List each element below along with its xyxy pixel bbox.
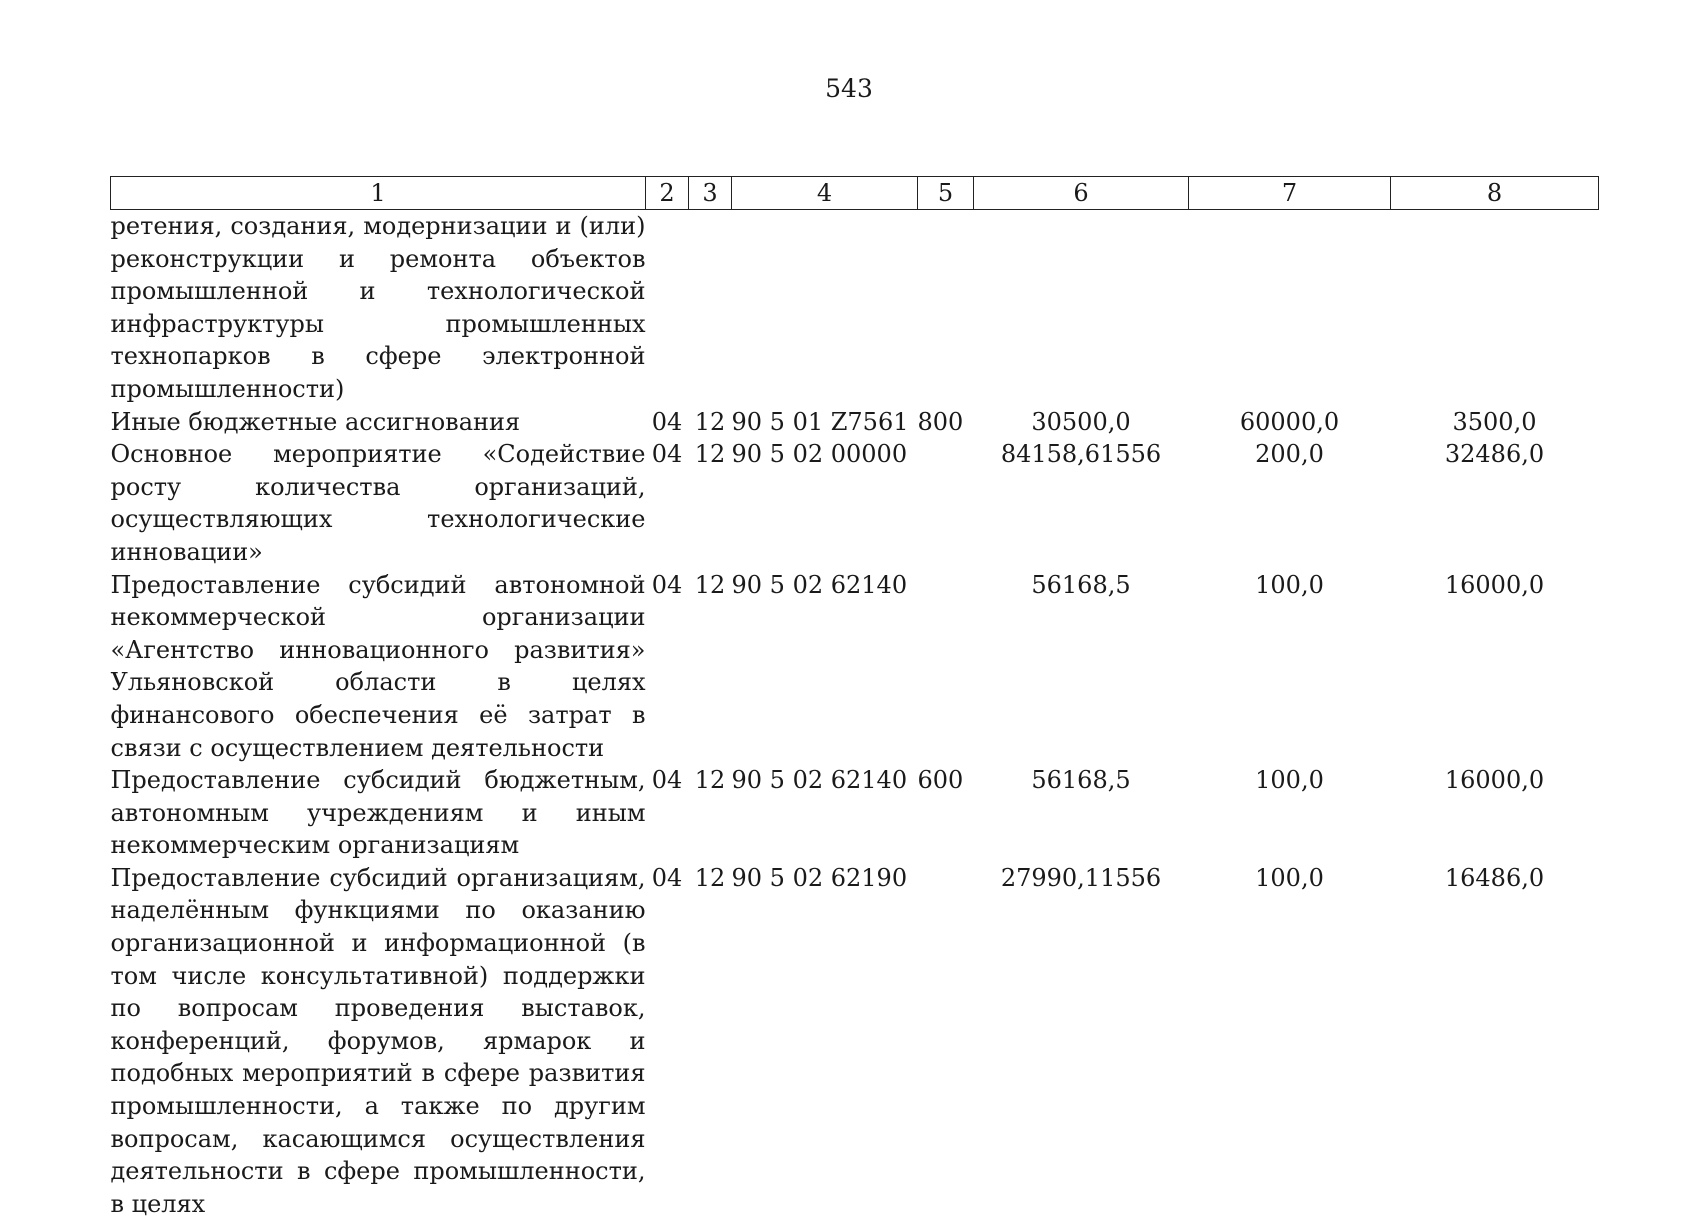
cell-amount-8: 16000,0: [1444, 570, 1545, 599]
cell-amount-6: 27990,11556: [1000, 863, 1162, 892]
cell-amount-7: 200,0: [1255, 440, 1324, 469]
table-header-row: [111, 177, 1599, 210]
cell-target-code: 90 5 02 62140: [731, 766, 908, 795]
cell-amount-8: 32486,0: [1444, 440, 1545, 469]
column-header: 6: [974, 177, 1189, 210]
table-row: [111, 406, 1599, 439]
cell-target-code: 90 5 02 62140: [731, 570, 908, 599]
budget-table: [110, 176, 1599, 1220]
row-name: Иные бюджетные ассигнования: [110, 407, 521, 436]
cell-amount-7: [1189, 210, 1391, 406]
page-number: 543: [825, 74, 873, 103]
cell-expense-type: [918, 210, 974, 406]
cell-section: 04: [651, 863, 683, 892]
cell-expense-type: [918, 569, 974, 765]
cell-section: 04: [651, 407, 683, 436]
cell-section: 04: [651, 440, 683, 469]
cell-target-code: 90 5 02 62190: [731, 863, 908, 892]
cell-expense-type: [918, 862, 974, 1220]
cell-amount-7: 60000,0: [1239, 407, 1340, 436]
row-name: Предоставление субсидий автономной некоммерческой организации «Агентство инновационного развития» Ульяновской области в целях финансового обеспечения её затрат в связи с осуществлением деятельности: [110, 570, 646, 762]
cell-target-code: [732, 210, 918, 406]
row-name: Предоставление субсидий организациям, наделённым функциями по оказанию организационной и информационной (в том числе консультативной) поддержки по вопросам проведения выставок, конференций, форумов, ярмарок и подобных мероприятий в сфере развития промышленности, а также по другим вопросам, касающимся осуществления деятельности в сфере промышленности, в целях: [110, 863, 646, 1218]
cell-subsection: 12: [694, 863, 726, 892]
cell-amount-8: 16000,0: [1444, 766, 1545, 795]
column-header: 5: [918, 177, 974, 210]
cell-amount-7: 100,0: [1255, 570, 1324, 599]
column-header: 1: [111, 177, 646, 210]
cell-expense-type: 800: [917, 407, 964, 436]
column-header: 8: [1391, 177, 1599, 210]
cell-target-code: 90 5 02 00000: [731, 440, 908, 469]
cell-amount-7: 100,0: [1255, 863, 1324, 892]
cell-subsection: 12: [694, 440, 726, 469]
cell-subsection: [689, 210, 732, 406]
cell-subsection: 12: [694, 570, 726, 599]
cell-target-code: 90 5 01 Z7561: [731, 407, 909, 436]
cell-amount-6: 56168,5: [1031, 570, 1131, 599]
table-row: [111, 862, 1599, 1220]
table-row: [111, 764, 1599, 862]
column-header: 3: [689, 177, 732, 210]
cell-section: [646, 210, 689, 406]
row-name: Основное мероприятие «Содействие росту количества организаций, осуществляющих технологические инновации»: [110, 440, 646, 566]
cell-expense-type: [918, 438, 974, 568]
table-row: [111, 210, 1599, 406]
cell-subsection: 12: [694, 407, 726, 436]
cell-amount-6: 56168,5: [1031, 766, 1131, 795]
cell-amount-8: 16486,0: [1444, 863, 1545, 892]
table-row: [111, 438, 1599, 568]
cell-amount-7: 100,0: [1255, 766, 1324, 795]
column-header: 2: [646, 177, 689, 210]
table-row: [111, 569, 1599, 765]
cell-section: 04: [651, 570, 683, 599]
cell-expense-type: 600: [917, 766, 964, 795]
column-header: 7: [1189, 177, 1391, 210]
cell-subsection: 12: [694, 766, 726, 795]
row-name: Предоставление субсидий бюджетным, автономным учреждениям и иным некоммерческим организациям: [110, 766, 646, 860]
cell-amount-6: [974, 210, 1189, 406]
row-name: ретения, создания, модернизации и (или) реконструкции и ремонта объектов промышленной и технологической инфраструктуры промышленных технопарков в сфере электронной промышленности): [110, 212, 646, 403]
cell-amount-6: 84158,61556: [1000, 440, 1162, 469]
cell-amount-6: 30500,0: [1031, 407, 1131, 436]
cell-amount-8: [1391, 210, 1599, 406]
cell-amount-8: 3500,0: [1452, 407, 1537, 436]
column-header: 4: [732, 177, 918, 210]
cell-section: 04: [651, 766, 683, 795]
